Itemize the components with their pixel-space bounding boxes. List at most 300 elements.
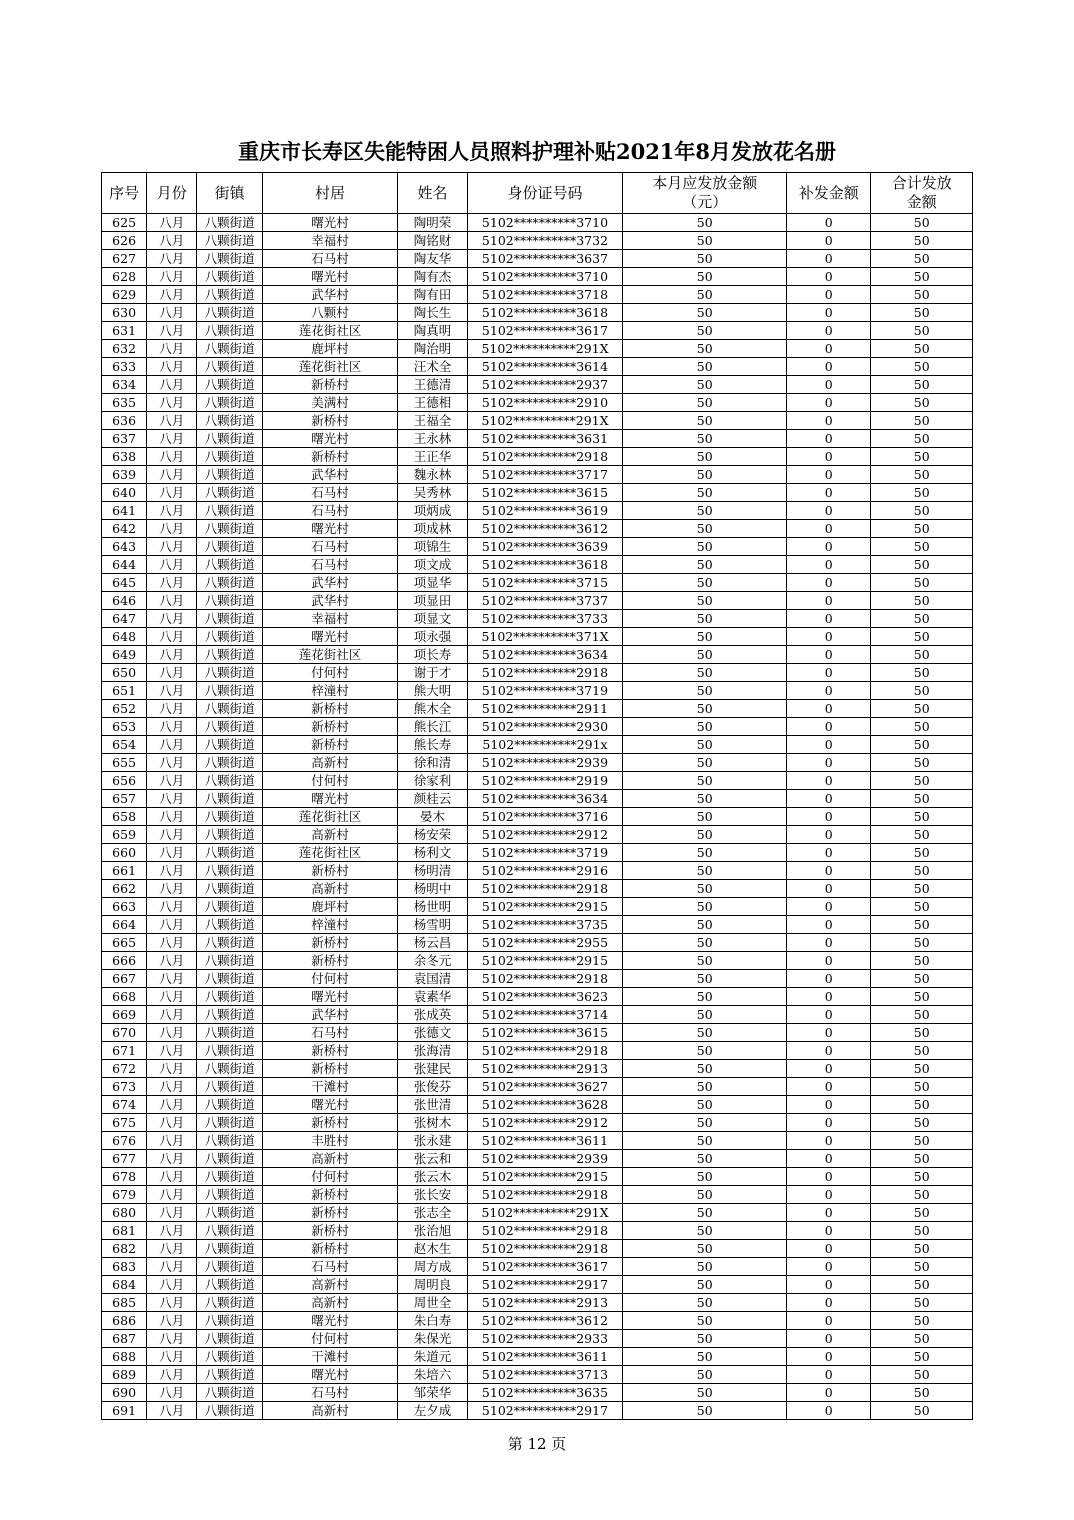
index-cell: 685 — [102, 1294, 147, 1312]
index-cell: 659 — [102, 826, 147, 844]
total-amount-cell: 50 — [871, 1114, 973, 1132]
name-cell: 杨明中 — [398, 880, 467, 898]
table-row — [102, 556, 973, 574]
village-cell: 新桥村 — [262, 1204, 398, 1222]
month-cell: 八月 — [147, 736, 197, 754]
month-cell: 八月 — [147, 1258, 197, 1276]
table-row — [102, 754, 973, 772]
monthly-amount-cell: 50 — [623, 610, 787, 628]
total-amount-cell: 50 — [871, 1348, 973, 1366]
supplement-amount-cell: 0 — [787, 700, 871, 718]
month-cell: 八月 — [147, 466, 197, 484]
table-row — [102, 988, 973, 1006]
table-row — [102, 934, 973, 952]
id-number-cell: 5102**********2937 — [467, 376, 623, 394]
village-cell: 石马村 — [262, 1384, 398, 1402]
total-amount-cell: 50 — [871, 286, 973, 304]
index-cell: 629 — [102, 286, 147, 304]
name-cell: 张志全 — [398, 1204, 467, 1222]
village-cell: 高新村 — [262, 826, 398, 844]
name-cell: 朱道元 — [398, 1348, 467, 1366]
monthly-amount-cell: 50 — [623, 466, 787, 484]
street-cell: 八颗街道 — [197, 1204, 262, 1222]
supplement-amount-cell: 0 — [787, 1114, 871, 1132]
monthly-amount-cell: 50 — [623, 556, 787, 574]
monthly-amount-cell: 50 — [623, 376, 787, 394]
monthly-amount-cell: 50 — [623, 862, 787, 880]
village-cell: 武华村 — [262, 574, 398, 592]
table-row — [102, 250, 973, 268]
total-amount-cell: 50 — [871, 1312, 973, 1330]
month-cell: 八月 — [147, 1222, 197, 1240]
month-cell: 八月 — [147, 430, 197, 448]
name-cell: 左夕成 — [398, 1402, 467, 1420]
name-cell: 周方成 — [398, 1258, 467, 1276]
index-cell: 670 — [102, 1024, 147, 1042]
street-cell: 八颗街道 — [197, 718, 262, 736]
id-number-cell: 5102**********2918 — [467, 1186, 623, 1204]
table-row — [102, 1078, 973, 1096]
name-cell: 颜桂云 — [398, 790, 467, 808]
name-cell: 赵木生 — [398, 1240, 467, 1258]
index-cell: 633 — [102, 358, 147, 376]
name-cell: 陶有田 — [398, 286, 467, 304]
column-header-total-amount: 合计发放 金额 — [871, 173, 973, 214]
monthly-amount-cell: 50 — [623, 1114, 787, 1132]
monthly-amount-cell: 50 — [623, 916, 787, 934]
id-number-cell: 5102**********3733 — [467, 610, 623, 628]
id-number-cell: 5102**********3619 — [467, 502, 623, 520]
index-cell: 631 — [102, 322, 147, 340]
month-cell: 八月 — [147, 538, 197, 556]
street-cell: 八颗街道 — [197, 1096, 262, 1114]
id-number-cell: 5102**********3618 — [467, 556, 623, 574]
village-cell: 莲花街社区 — [262, 808, 398, 826]
table-row — [102, 1330, 973, 1348]
month-cell: 八月 — [147, 520, 197, 538]
table-row — [102, 466, 973, 484]
id-number-cell: 5102**********3617 — [467, 322, 623, 340]
street-cell: 八颗街道 — [197, 304, 262, 322]
total-amount-cell: 50 — [871, 952, 973, 970]
supplement-amount-cell: 0 — [787, 952, 871, 970]
monthly-amount-cell: 50 — [623, 232, 787, 250]
month-cell: 八月 — [147, 1240, 197, 1258]
id-number-cell: 5102**********3628 — [467, 1096, 623, 1114]
name-cell: 张海清 — [398, 1042, 467, 1060]
month-cell: 八月 — [147, 304, 197, 322]
monthly-amount-cell: 50 — [623, 322, 787, 340]
index-cell: 677 — [102, 1150, 147, 1168]
total-amount-cell: 50 — [871, 1006, 973, 1024]
supplement-amount-cell: 0 — [787, 322, 871, 340]
street-cell: 八颗街道 — [197, 268, 262, 286]
total-amount-cell: 50 — [871, 1240, 973, 1258]
street-cell: 八颗街道 — [197, 1366, 262, 1384]
table-row — [102, 772, 973, 790]
index-cell: 691 — [102, 1402, 147, 1420]
total-amount-cell: 50 — [871, 610, 973, 628]
id-number-cell: 5102**********291X — [467, 1204, 623, 1222]
supplement-amount-cell: 0 — [787, 502, 871, 520]
id-number-cell: 5102**********3623 — [467, 988, 623, 1006]
supplement-amount-cell: 0 — [787, 1402, 871, 1420]
supplement-amount-cell: 0 — [787, 412, 871, 430]
village-cell: 曙光村 — [262, 520, 398, 538]
table-row — [102, 1006, 973, 1024]
id-number-cell: 5102**********3716 — [467, 808, 623, 826]
village-cell: 武华村 — [262, 592, 398, 610]
id-number-cell: 5102**********2939 — [467, 754, 623, 772]
total-amount-cell: 50 — [871, 1186, 973, 1204]
street-cell: 八颗街道 — [197, 808, 262, 826]
supplement-amount-cell: 0 — [787, 376, 871, 394]
street-cell: 八颗街道 — [197, 538, 262, 556]
village-cell: 曙光村 — [262, 430, 398, 448]
id-number-cell: 5102**********2913 — [467, 1060, 623, 1078]
village-cell: 干滩村 — [262, 1348, 398, 1366]
village-cell: 曙光村 — [262, 988, 398, 1006]
street-cell: 八颗街道 — [197, 1348, 262, 1366]
total-amount-cell: 50 — [871, 394, 973, 412]
id-number-cell: 5102**********2939 — [467, 1150, 623, 1168]
table-row — [102, 898, 973, 916]
monthly-amount-cell: 50 — [623, 736, 787, 754]
table-row — [102, 1366, 973, 1384]
month-cell: 八月 — [147, 1150, 197, 1168]
id-number-cell: 5102**********2918 — [467, 448, 623, 466]
total-amount-cell: 50 — [871, 628, 973, 646]
total-amount-cell: 50 — [871, 1204, 973, 1222]
column-header-monthly-amount: 本月应发放金额 （元） — [623, 173, 787, 214]
total-amount-cell: 50 — [871, 250, 973, 268]
name-cell: 项显田 — [398, 592, 467, 610]
month-cell: 八月 — [147, 1168, 197, 1186]
monthly-amount-cell: 50 — [623, 394, 787, 412]
monthly-amount-cell: 50 — [623, 1168, 787, 1186]
street-cell: 八颗街道 — [197, 1402, 262, 1420]
street-cell: 八颗街道 — [197, 520, 262, 538]
village-cell: 新桥村 — [262, 718, 398, 736]
supplement-amount-cell: 0 — [787, 1168, 871, 1186]
total-amount-cell: 50 — [871, 1150, 973, 1168]
table-body — [102, 214, 973, 1420]
month-cell: 八月 — [147, 484, 197, 502]
index-cell: 646 — [102, 592, 147, 610]
total-amount-cell: 50 — [871, 484, 973, 502]
village-cell: 武华村 — [262, 286, 398, 304]
street-cell: 八颗街道 — [197, 466, 262, 484]
month-cell: 八月 — [147, 214, 197, 232]
id-number-cell: 5102**********2911 — [467, 700, 623, 718]
id-number-cell: 5102**********3737 — [467, 592, 623, 610]
name-cell: 陶明荣 — [398, 214, 467, 232]
total-amount-cell: 50 — [871, 1366, 973, 1384]
index-cell: 638 — [102, 448, 147, 466]
street-cell: 八颗街道 — [197, 1024, 262, 1042]
supplement-amount-cell: 0 — [787, 1132, 871, 1150]
monthly-amount-cell: 50 — [623, 520, 787, 538]
month-cell: 八月 — [147, 844, 197, 862]
total-amount-cell: 50 — [871, 1258, 973, 1276]
supplement-amount-cell: 0 — [787, 826, 871, 844]
id-number-cell: 5102**********3735 — [467, 916, 623, 934]
table-row — [102, 412, 973, 430]
index-cell: 636 — [102, 412, 147, 430]
village-cell: 付何村 — [262, 1330, 398, 1348]
index-cell: 666 — [102, 952, 147, 970]
month-cell: 八月 — [147, 988, 197, 1006]
id-number-cell: 5102**********2916 — [467, 862, 623, 880]
supplement-amount-cell: 0 — [787, 646, 871, 664]
name-cell: 袁素华 — [398, 988, 467, 1006]
month-cell: 八月 — [147, 916, 197, 934]
column-header-month: 月份 — [147, 173, 197, 214]
id-number-cell: 5102**********2918 — [467, 1240, 623, 1258]
name-cell: 陶真明 — [398, 322, 467, 340]
monthly-amount-cell: 50 — [623, 952, 787, 970]
name-cell: 陶有杰 — [398, 268, 467, 286]
id-number-cell: 5102**********3639 — [467, 538, 623, 556]
monthly-amount-cell: 50 — [623, 1348, 787, 1366]
village-cell: 新桥村 — [262, 376, 398, 394]
table-row — [102, 1258, 973, 1276]
index-cell: 688 — [102, 1348, 147, 1366]
street-cell: 八颗街道 — [197, 1240, 262, 1258]
village-cell: 曙光村 — [262, 1096, 398, 1114]
monthly-amount-cell: 50 — [623, 1204, 787, 1222]
name-cell: 项文成 — [398, 556, 467, 574]
total-amount-cell: 50 — [871, 1330, 973, 1348]
total-amount-cell: 50 — [871, 520, 973, 538]
street-cell: 八颗街道 — [197, 664, 262, 682]
village-cell: 新桥村 — [262, 1186, 398, 1204]
supplement-amount-cell: 0 — [787, 520, 871, 538]
month-cell: 八月 — [147, 1348, 197, 1366]
name-cell: 杨明清 — [398, 862, 467, 880]
index-cell: 680 — [102, 1204, 147, 1222]
table-row — [102, 862, 973, 880]
name-cell: 王德相 — [398, 394, 467, 412]
table-row — [102, 1222, 973, 1240]
total-amount-cell: 50 — [871, 412, 973, 430]
month-cell: 八月 — [147, 1096, 197, 1114]
village-cell: 新桥村 — [262, 934, 398, 952]
total-amount-cell: 50 — [871, 430, 973, 448]
index-cell: 663 — [102, 898, 147, 916]
supplement-amount-cell: 0 — [787, 250, 871, 268]
monthly-amount-cell: 50 — [623, 250, 787, 268]
table-row — [102, 520, 973, 538]
table-row — [102, 1150, 973, 1168]
table-row — [102, 484, 973, 502]
street-cell: 八颗街道 — [197, 646, 262, 664]
page-title: 重庆市长寿区失能特困人员照料护理补贴2021年8月发放花名册 — [237, 139, 837, 164]
id-number-cell: 5102**********3715 — [467, 574, 623, 592]
total-amount-cell: 50 — [871, 448, 973, 466]
monthly-amount-cell: 50 — [623, 1060, 787, 1078]
table-row — [102, 1060, 973, 1078]
table-row — [102, 610, 973, 628]
table-row — [102, 736, 973, 754]
supplement-amount-cell: 0 — [787, 556, 871, 574]
index-cell: 625 — [102, 214, 147, 232]
village-cell: 鹿坪村 — [262, 340, 398, 358]
table-row — [102, 664, 973, 682]
monthly-amount-cell: 50 — [623, 880, 787, 898]
supplement-amount-cell: 0 — [787, 1204, 871, 1222]
table-row — [102, 1168, 973, 1186]
street-cell: 八颗街道 — [197, 916, 262, 934]
supplement-amount-cell: 0 — [787, 286, 871, 304]
month-cell: 八月 — [147, 970, 197, 988]
table-row — [102, 1042, 973, 1060]
month-cell: 八月 — [147, 1186, 197, 1204]
street-cell: 八颗街道 — [197, 214, 262, 232]
supplement-amount-cell: 0 — [787, 1078, 871, 1096]
supplement-amount-cell: 0 — [787, 718, 871, 736]
total-amount-cell: 50 — [871, 1096, 973, 1114]
month-cell: 八月 — [147, 952, 197, 970]
id-number-cell: 5102**********2913 — [467, 1294, 623, 1312]
index-cell: 657 — [102, 790, 147, 808]
street-cell: 八颗街道 — [197, 862, 262, 880]
monthly-amount-cell: 50 — [623, 934, 787, 952]
supplement-amount-cell: 0 — [787, 772, 871, 790]
total-amount-cell: 50 — [871, 340, 973, 358]
name-cell: 项长寿 — [398, 646, 467, 664]
month-cell: 八月 — [147, 1060, 197, 1078]
month-cell: 八月 — [147, 1132, 197, 1150]
month-cell: 八月 — [147, 628, 197, 646]
monthly-amount-cell: 50 — [623, 772, 787, 790]
name-cell: 王永林 — [398, 430, 467, 448]
supplement-amount-cell: 0 — [787, 1312, 871, 1330]
id-number-cell: 5102**********2955 — [467, 934, 623, 952]
monthly-amount-cell: 50 — [623, 430, 787, 448]
table-row — [102, 682, 973, 700]
village-cell: 曙光村 — [262, 1366, 398, 1384]
name-cell: 项永强 — [398, 628, 467, 646]
total-amount-cell: 50 — [871, 862, 973, 880]
street-cell: 八颗街道 — [197, 844, 262, 862]
name-cell: 陶铭财 — [398, 232, 467, 250]
id-number-cell: 5102**********371X — [467, 628, 623, 646]
index-cell: 687 — [102, 1330, 147, 1348]
monthly-amount-cell: 50 — [623, 1042, 787, 1060]
name-cell: 杨雪明 — [398, 916, 467, 934]
street-cell: 八颗街道 — [197, 376, 262, 394]
month-cell: 八月 — [147, 574, 197, 592]
supplement-amount-cell: 0 — [787, 1276, 871, 1294]
village-cell: 曙光村 — [262, 268, 398, 286]
table-row — [102, 880, 973, 898]
village-cell: 高新村 — [262, 880, 398, 898]
index-cell: 669 — [102, 1006, 147, 1024]
name-cell: 张永建 — [398, 1132, 467, 1150]
supplement-amount-cell: 0 — [787, 1024, 871, 1042]
index-cell: 630 — [102, 304, 147, 322]
table-row — [102, 448, 973, 466]
village-cell: 新桥村 — [262, 862, 398, 880]
street-cell: 八颗街道 — [197, 934, 262, 952]
total-amount-cell: 50 — [871, 664, 973, 682]
name-cell: 项锦生 — [398, 538, 467, 556]
month-cell: 八月 — [147, 268, 197, 286]
village-cell: 新桥村 — [262, 448, 398, 466]
table-row — [102, 430, 973, 448]
village-cell: 新桥村 — [262, 412, 398, 430]
id-number-cell: 5102**********2917 — [467, 1402, 623, 1420]
page-number: 第 12 页 — [507, 1435, 567, 1453]
supplement-amount-cell: 0 — [787, 970, 871, 988]
street-cell: 八颗街道 — [197, 952, 262, 970]
total-amount-cell: 50 — [871, 1222, 973, 1240]
index-cell: 676 — [102, 1132, 147, 1150]
monthly-amount-cell: 50 — [623, 1006, 787, 1024]
supplement-amount-cell: 0 — [787, 1060, 871, 1078]
month-cell: 八月 — [147, 1402, 197, 1420]
id-number-cell: 5102**********2917 — [467, 1276, 623, 1294]
supplement-amount-cell: 0 — [787, 880, 871, 898]
index-cell: 647 — [102, 610, 147, 628]
name-cell: 王正华 — [398, 448, 467, 466]
supplement-amount-cell: 0 — [787, 214, 871, 232]
name-cell: 陶治明 — [398, 340, 467, 358]
id-number-cell: 5102**********2918 — [467, 970, 623, 988]
table-row — [102, 1132, 973, 1150]
table-row — [102, 826, 973, 844]
name-cell: 熊大明 — [398, 682, 467, 700]
table-row — [102, 718, 973, 736]
supplement-amount-cell: 0 — [787, 268, 871, 286]
name-cell: 项成林 — [398, 520, 467, 538]
monthly-amount-cell: 50 — [623, 1132, 787, 1150]
monthly-amount-cell: 50 — [623, 1294, 787, 1312]
supplement-amount-cell: 0 — [787, 1366, 871, 1384]
name-cell: 袁国清 — [398, 970, 467, 988]
id-number-cell: 5102**********3714 — [467, 1006, 623, 1024]
street-cell: 八颗街道 — [197, 448, 262, 466]
table-header-row — [102, 173, 973, 214]
month-cell: 八月 — [147, 646, 197, 664]
month-cell: 八月 — [147, 718, 197, 736]
name-cell: 邹荣华 — [398, 1384, 467, 1402]
id-number-cell: 5102**********2918 — [467, 1042, 623, 1060]
table-row — [102, 1294, 973, 1312]
index-cell: 661 — [102, 862, 147, 880]
index-cell: 690 — [102, 1384, 147, 1402]
monthly-amount-cell: 50 — [623, 304, 787, 322]
total-amount-cell: 50 — [871, 844, 973, 862]
month-cell: 八月 — [147, 358, 197, 376]
street-cell: 八颗街道 — [197, 1384, 262, 1402]
monthly-amount-cell: 50 — [623, 844, 787, 862]
monthly-amount-cell: 50 — [623, 1096, 787, 1114]
month-cell: 八月 — [147, 826, 197, 844]
village-cell: 丰胜村 — [262, 1132, 398, 1150]
month-cell: 八月 — [147, 1024, 197, 1042]
supplement-amount-cell: 0 — [787, 1042, 871, 1060]
index-cell: 642 — [102, 520, 147, 538]
street-cell: 八颗街道 — [197, 736, 262, 754]
village-cell: 干滩村 — [262, 1078, 398, 1096]
supplement-amount-cell: 0 — [787, 1186, 871, 1204]
name-cell: 张俊芬 — [398, 1078, 467, 1096]
month-cell: 八月 — [147, 322, 197, 340]
street-cell: 八颗街道 — [197, 286, 262, 304]
monthly-amount-cell: 50 — [623, 1150, 787, 1168]
